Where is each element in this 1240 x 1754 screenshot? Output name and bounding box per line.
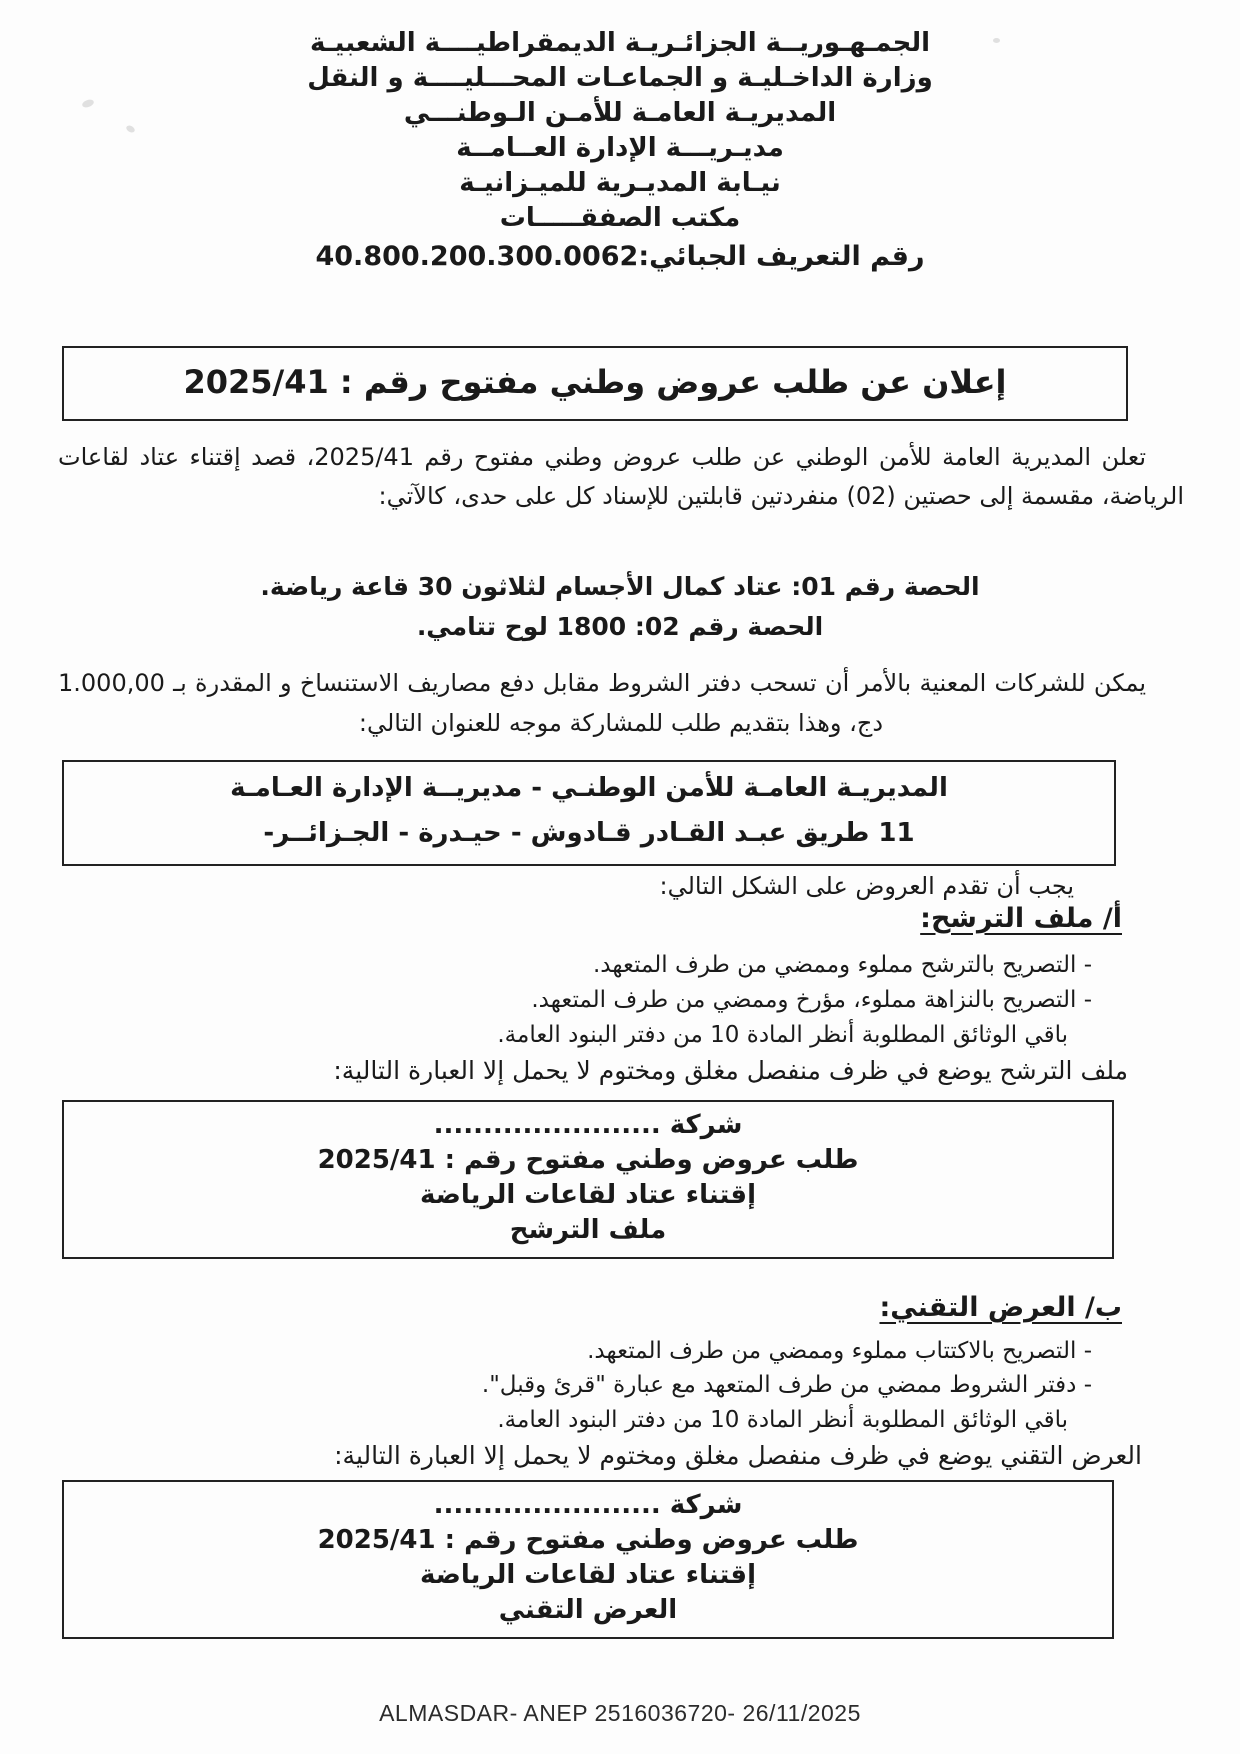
letterhead xyxy=(0,26,1240,274)
letterhead-line-directorate: المديريـة العامـة للأمـن الـوطنـــي xyxy=(403,98,837,128)
letterhead-line-budget: نيـابة المديـرية للميـزانيـة xyxy=(459,168,781,198)
section-a-envelope-instruction: ملف الترشح يوضع في ظرف منفصل مغلق ومختوم لا يحمل إلا العبارة التالية: xyxy=(333,1056,1128,1085)
intro-paragraph: تعلن المديرية العامة للأمن الوطني عن طلب عروض وطني مفتوح رقم 2025/41، قصد إقتناء عتاد لقاعات الرياضة، مقسمة إلى حصتين (02) منفردتين قابلتين للإسناد كل على حدى، كالآتي: xyxy=(58,443,1184,510)
lot-line-1: الحصة رقم 01: عتاد كمال الأجسام لثلاثون 30 قاعة رياضة. xyxy=(260,572,980,601)
envelope-company-line: شركة ....................... xyxy=(433,1110,743,1140)
envelope-tender-ref: طلب عروض وطني مفتوح رقم : 2025/41 xyxy=(317,1145,859,1175)
tender-title: إعلان عن طلب عروض وطني مفتوح رقم : 2025/41 xyxy=(183,363,1007,401)
envelope-company-line: شركة ....................... xyxy=(433,1490,743,1520)
section-b-envelope-instruction: العرض التقني يوضع في ظرف منفصل مغلق ومختوم لا يحمل إلا العبارة التالية: xyxy=(334,1441,1142,1470)
address-line-2: 11 طريق عبـد القـادر قـادوش - حيـدرة - الجـزائــر- xyxy=(263,818,915,848)
letterhead-line-administration: مديـريـــة الإدارة العــامــة xyxy=(456,133,784,163)
offers-format-intro: يجب أن تقدم العروض على الشكل التالي: xyxy=(659,872,1074,900)
section-a-bullet-1: - التصريح بالترشح مملوء وممضي من طرف المتعهد. xyxy=(592,952,1092,978)
section-b-bullet-1: - التصريح بالاكتتاب مملوء وممضي من طرف المتعهد. xyxy=(587,1338,1092,1364)
tender-title-box xyxy=(62,346,1128,421)
address-line-1: المديريـة العامـة للأمن الوطنـي - مديريــة الإدارة العـامـة xyxy=(230,773,948,803)
section-b-heading: ب/ العرض التقني: xyxy=(879,1292,1122,1323)
lot-line-2: الحصة رقم 02: 1800 لوح تتامي. xyxy=(416,612,824,641)
address-box xyxy=(62,760,1116,866)
letterhead-line-ministry: وزارة الداخـليـة و الجماعـات المحـــليــــة و النقل xyxy=(307,63,933,93)
lots-list xyxy=(0,567,1240,647)
fiscal-id-line: رقم التعريف الجبائي:40.800.200.300.0062 xyxy=(315,241,925,272)
section-b-bullet-2: - دفتر الشروط ممضي من طرف المتعهد مع عبارة "قرئ وقبل". xyxy=(481,1372,1092,1398)
envelope-object-line: إقتناء عتاد لقاعات الرياضة xyxy=(419,1560,756,1590)
letterhead-line-procurement-office: مكتب الصفقـــــات xyxy=(499,203,741,233)
withdraw-paragraph: يمكن للشركات المعنية بالأمر أن تسحب دفتر الشروط مقابل دفع مصاريف الاستنساخ و المقدرة بـ 1.000,00 دج، وهذا بتقديم طلب للمشاركة موجه للعنوان التالي: xyxy=(58,669,1146,737)
envelope-label: العرض التقني xyxy=(498,1595,678,1625)
envelope-box-technical xyxy=(62,1480,1114,1639)
envelope-label: ملف الترشح xyxy=(509,1215,667,1245)
section-a-heading: أ/ ملف الترشح: xyxy=(920,903,1122,934)
letterhead-line-republic: الجمـهـوريــة الجزائـريـة الديمقراطيــــة الشعبيـة xyxy=(309,28,931,58)
envelope-object-line: إقتناء عتاد لقاعات الرياضة xyxy=(419,1180,756,1210)
envelope-box-candidacy xyxy=(62,1100,1114,1259)
envelope-tender-ref: طلب عروض وطني مفتوح رقم : 2025/41 xyxy=(317,1525,859,1555)
section-a-note: باقي الوثائق المطلوبة أنظر المادة 10 من دفتر البنود العامة. xyxy=(497,1022,1068,1048)
section-a-bullet-2: - التصريح بالنزاهة مملوء، مؤرخ وممضي من طرف المتعهد. xyxy=(531,987,1092,1013)
section-b-note: باقي الوثائق المطلوبة أنظر المادة 10 من دفتر البنود العامة. xyxy=(497,1407,1068,1433)
anep-footer: ALMASDAR- ANEP 2516036720- 26/11/2025 xyxy=(379,1700,861,1726)
